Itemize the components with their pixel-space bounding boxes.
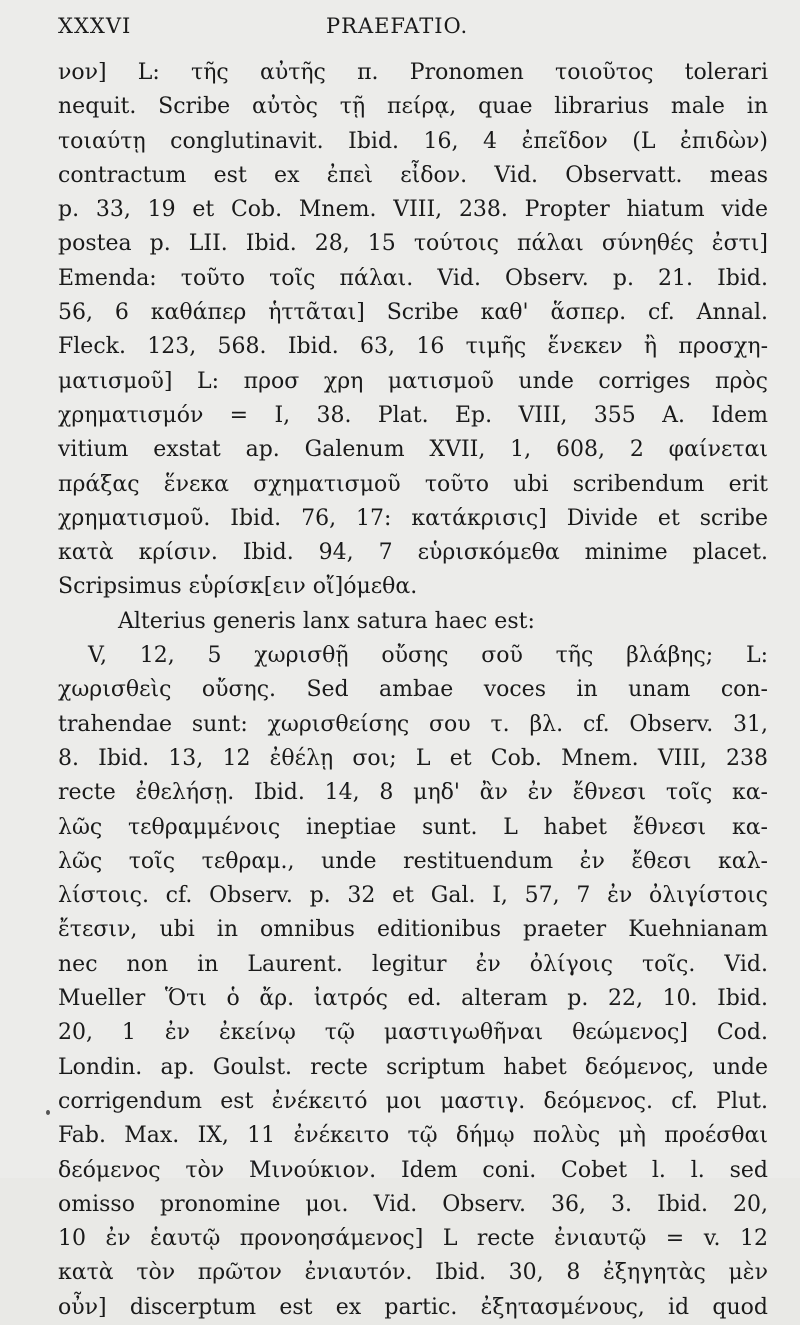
text-line: κατὰ τὸν πρῶτον ἐνιαυτόν. Ibid. 30, 8 ἐξηγητὰς μὲν [58,1260,768,1286]
text-line: ματισμοῦ] L: προσ χρη ματισμοῦ unde corriges πρὸς [58,368,768,394]
text-line: πράξας ἕνεκα σχηματισμοῦ τοῦτο ubi scribendum erit [58,471,768,497]
text-line: corrigendum est ἐνέκειτό μοι μαστιγ. δεόμενος. cf. Plut. [58,1088,768,1114]
text-line: νον] L: τῆς αὐτῆς π. Pronomen τοιοῦτος tolerari [58,60,768,85]
text-line: Alterius generis lanx satura haec est: [118,608,535,634]
text-line: nequit. Scribe αὐτὸς τῇ πείρᾳ, quae librarius male in [58,94,768,120]
ink-speck [46,1110,50,1115]
text-line: 20, 1 ἐν ἐκείνῳ τῷ μαστιγωθῆναι θεώμενος] Cod. [58,1020,768,1046]
text-line: λίστοις. cf. Observ. p. 32 et Gal. I, 57, 7 ἐν ὀλιγίστοις [58,883,768,909]
text-line: 56, 6 καθάπερ ἡττᾶται] Scribe καθ' ἅσπερ. cf. Annal. [58,300,768,326]
text-line: Mueller Ὅτι ὁ ἄρ. ἰατρός ed. alteram p. 22, 10. Ibid. [58,986,768,1012]
text-line: recte ἐθελήσῃ. Ibid. 14, 8 μηδ' ἂν ἐν ἔθνεσι τοῖς κα- [58,780,768,806]
page-header [58,14,770,44]
text-line: contractum est ex ἐπεὶ εἶδον. Vid. Observatt. meas [58,162,768,188]
text-line: Londin. ap. Goulst. recte scriptum habet δεόμενος, unde [58,1054,768,1080]
text-line: vitium exstat ap. Galenum XVII, 1, 608, 2 φαίνεται [58,437,768,463]
text-line: κατὰ κρίσιν. Ibid. 94, 7 εὑρισκόμεθα minime placet. [58,540,768,566]
text-line: χρηματισμόν = I, 38. Plat. Ep. VIII, 355 A. Idem [58,402,768,428]
running-title: PRAEFATIO. [326,14,469,38]
page-number: XXXVI [58,14,132,38]
text-line: οὖν] discerptum est ex partic. ἐξητασμένους, id quod [58,1294,768,1320]
body-text [58,56,768,1325]
text-line: 8. Ibid. 13, 12 ἐθέλῃ σοι; L et Cob. Mnem. VIII, 238 [58,745,768,771]
text-line: Scripsimus εὑρίσκ[ειν οἴ]όμεθα. [58,574,418,600]
text-line: λῶς τεθραμμένοις ineptiae sunt. L habet ἔθνεσι κα- [58,814,768,840]
text-line: trahendae sunt: χωρισθείσης σου τ. βλ. cf. Observ. 31, [58,711,768,737]
text-line: λῶς τοῖς τεθραμ., unde restituendum ἐν ἔθεσι καλ- [58,848,768,874]
text-line: 10 ἐν ἑαυτῷ προνοησάμενος] L recte ἐνιαυτῷ = v. 12 [58,1226,768,1252]
text-line: τοιαύτῃ conglutinavit. Ibid. 16, 4 ἐπεῖδον (L ἐπιδὼν) [58,128,768,154]
text-line: ἔτεσιν, ubi in omnibus editionibus praeter Kuehnianam [58,917,768,943]
text-line: χρηματισμοῦ. Ibid. 76, 17: κατάκρισις] Divide et scribe [58,505,768,531]
text-line: V, 12, 5 χωρισθῇ οὔσης σοῦ τῆς βλάβης; L: [88,643,768,669]
text-line: omisso pronomine μοι. Vid. Observ. 36, 3. Ibid. 20, [58,1191,768,1217]
text-line: postea p. LII. Ibid. 28, 15 τούτοις πάλαι σύνηθές ἐστι] [58,231,768,257]
text-line: Fleck. 123, 568. Ibid. 63, 16 τιμῆς ἕνεκεν ἢ προσχη- [58,334,768,360]
text-line: Emenda: τοῦτο τοῖς πάλαι. Vid. Observ. p. 21. Ibid. [58,265,768,291]
text-line: nec non in Laurent. legitur ἐν ὀλίγοις τοῖς. Vid. [58,951,768,977]
text-line: Fab. Max. IX, 11 ἐνέκειτο τῷ δήμῳ πολὺς μὴ προέσθαι [58,1123,768,1149]
text-line: χωρισθεὶς οὔσης. Sed ambae voces in unam con- [58,677,768,703]
text-line: p. 33, 19 et Cob. Mnem. VIII, 238. Propter hiatum vide [58,197,768,223]
text-line: δεόμενος τὸν Μινούκιον. Idem coni. Cobet l. l. sed [58,1157,768,1183]
